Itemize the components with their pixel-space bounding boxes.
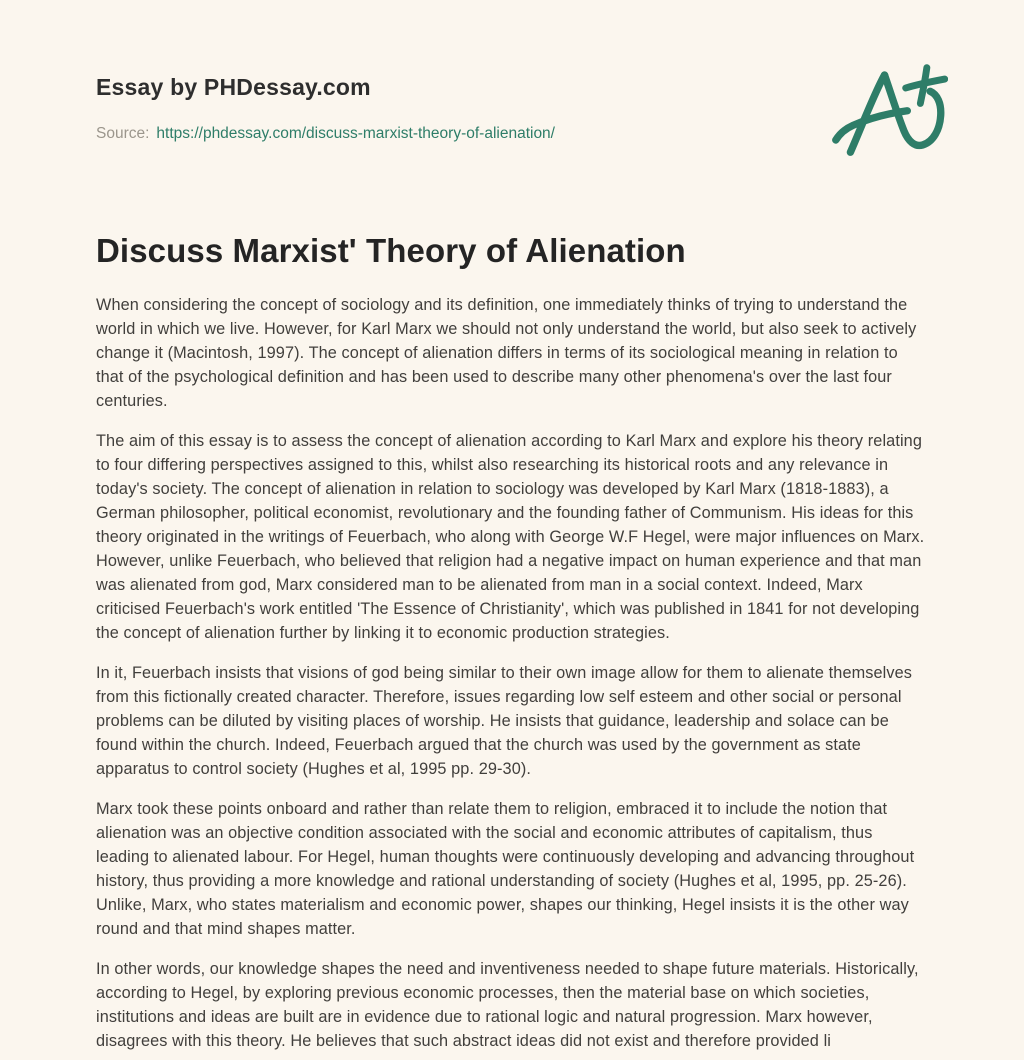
header (96, 74, 928, 143)
source-url-link[interactable]: https://phdessay.com/discuss-marxist-theory-of-alienation/ (156, 125, 555, 142)
essay-paragraph: In it, Feuerbach insists that visions of god being similar to their own image allow for them to alienate themselves from this fictionally created character. Therefore, issues regarding low self esteem and other social or personal problems can be diluted by visiting places of worship. He insists that guidance, leadership and solace can be found within the church. Indeed, Feuerbach argued that the church was used by the government as state apparatus to control society (Hughes et al, 1995 pp. 29-30). (96, 663, 913, 778)
essay-body (96, 293, 928, 1053)
essay-paragraph: When considering the concept of sociology and its definition, one immediately thinks of trying to understand the world in which we live. However, for Karl Marx we should not only understand the world, but also seek to actively change it (Macintosh, 1997). The concept of alienation differs in terms of its sociological meaning in relation to that of the psychological definition and has been used to describe many other phenomena's over the last four centuries. (96, 295, 917, 410)
essay-byline: Essay by PHDessay.com (96, 74, 371, 100)
essay-paragraph: The aim of this essay is to assess the concept of alienation according to Karl Marx and explore his theory relating to four differing perspectives assigned to this, whilst also researching its historical roots and any relevance in today's society. The concept of alienation in relation to sociology was developed by Karl Marx (1818-1883), a German philosopher, political economist, revolutionary and the founding father of Communism. His ideas for this theory originated in the writings of Feuerbach, who along with George W.F Hegel, were major influences on Marx. However, unlike Feuerbach, who believed that religion had a negative impact on human experience and that man was alienated from god, Marx considered man to be alienated from man in a social context. Indeed, Marx criticised Feuerbach's work entitled 'The Essence of Christianity', which was published in 1841 for not developing the concept of alienation further by linking it to economic production strategies. (96, 431, 925, 642)
article (96, 231, 928, 1053)
source-row (96, 125, 928, 143)
essay-paragraph: In other words, our knowledge shapes the need and inventiveness needed to shape future materials. Historically, according to Hegel, by exploring previous economic processes, then the material base on which societies, institutions and ideas are built are in evidence due to rational logic and natural progression. Marx however, disagrees with this theory. He believes that such abstract ideas did not exist and therefore provided li (96, 959, 919, 1050)
source-label: Source: (96, 125, 150, 142)
essay-paragraph: Marx took these points onboard and rather than relate them to religion, embraced it to include the notion that alienation was an objective condition associated with the social and economic attributes of capitalism, thus leading to alienated labour. For Hegel, human thoughts were continuously developing and advancing throughout history, thus providing a more knowledge and rational understanding of society (Hughes et al, 1995, pp. 25-26). Unlike, Marx, who states materialism and economic power, shapes our thinking, Hegel insists it is the other way round and that mind shapes matter. (96, 799, 915, 938)
phdessay-a-plus-logo-icon (826, 60, 948, 164)
essay-title: Discuss Marxist' Theory of Alienation (96, 232, 686, 269)
